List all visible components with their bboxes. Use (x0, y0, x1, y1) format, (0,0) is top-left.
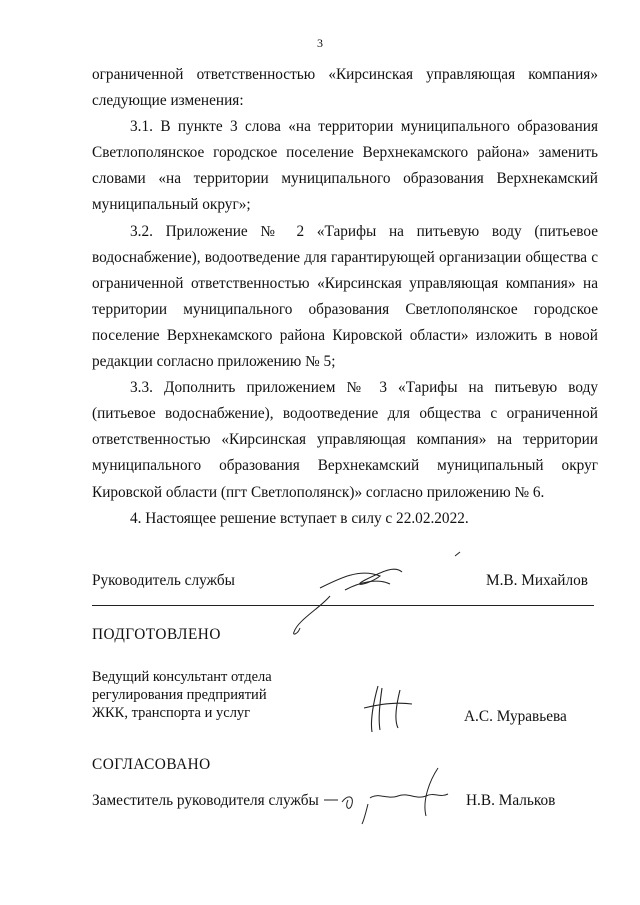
paragraph-3-3: 3.3. Дополнить приложением № 3 «Тарифы на питьевую воду (питьевое водоснабжение), водоотведение для общества с ограниченной ответственностью «Кирсинская управляющая компания» на территории муниципального образования Верхнекамский муниципальный округ Кировской области (пгт Светлополянск)» согласно приложению № 6. (92, 379, 598, 501)
prepared-label: ПОДГОТОВЛЕНО (92, 626, 221, 643)
deputy-title: Заместитель руководителя службы (92, 792, 319, 809)
signature-divider (92, 605, 594, 606)
agreed-label: СОГЛАСОВАНО (92, 756, 211, 773)
document-body (92, 62, 598, 532)
head-signature-icon (290, 548, 470, 638)
preparer-title-line: ЖКК, транспорта и услуг (92, 705, 251, 721)
preparer-title-line: регулирования предприятий (92, 687, 267, 703)
head-name: М.В. Михайлов (486, 572, 588, 589)
preparer-title (92, 668, 272, 722)
paragraph-4: 4. Настоящее решение вступает в силу с 22.02.2022. (130, 509, 469, 527)
deputy-name: Н.В. Мальков (466, 792, 556, 809)
paragraph-continuation: ограниченной ответственностью «Кирсинская управляющая компания» следующие изменения: (92, 66, 598, 110)
preparer-title-line: Ведущий консультант отдела (92, 669, 272, 685)
paragraph-3-1: 3.1. В пункте 3 слова «на территории муниципального образования Светлополянское городское поселение Верхнекамского района» заменить словами «на территории муниципального образования Верхнекамский муниципальный округ»; (92, 118, 598, 214)
preparer-name: А.С. Муравьева (464, 708, 567, 725)
preparer-signature-icon (360, 680, 420, 740)
page-number: 3 (317, 36, 323, 50)
head-title: Руководитель службы (92, 572, 235, 589)
paragraph-3-2: 3.2. Приложение № 2 «Тарифы на питьевую воду (питьевое водоснабжение), водоотведение для гарантирующей организации общества с ограниченной ответственностью «Кирсинская управляющая компания» на территории муниципального образования Светлополянское городское поселение Верхнекамского района Кировской области» изложить в новой редакции согласно приложению № 5; (92, 222, 598, 371)
deputy-signature-icon (318, 760, 478, 830)
